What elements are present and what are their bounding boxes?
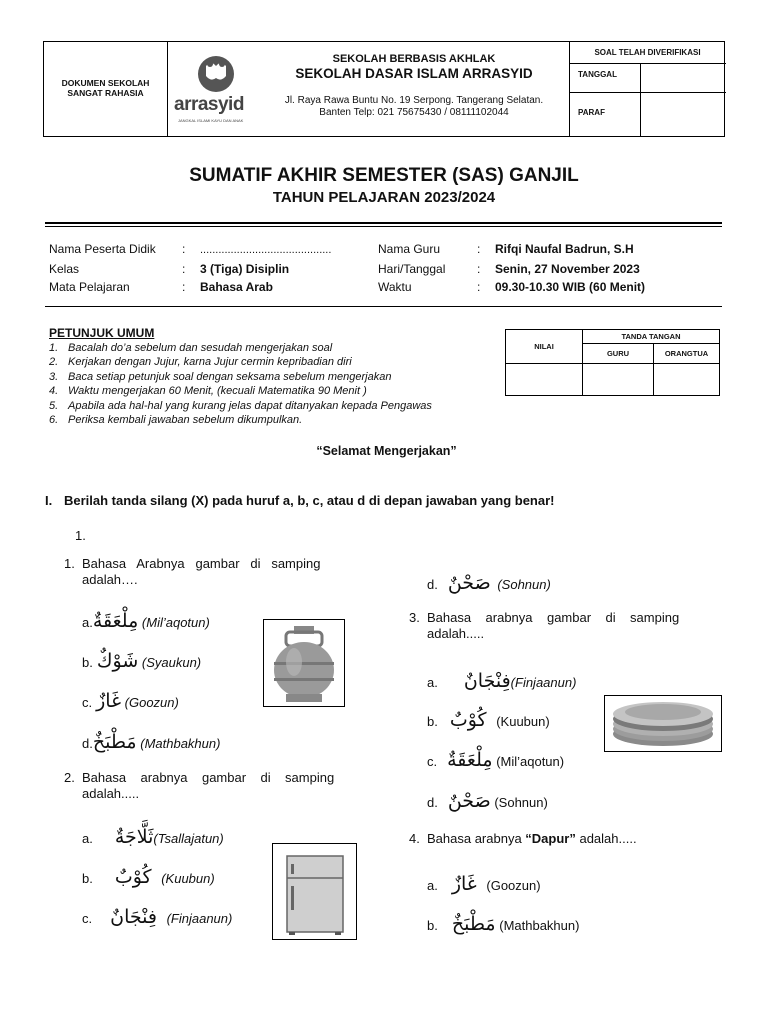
refrigerator-image <box>272 843 357 940</box>
date-label: TANGGAL <box>578 70 617 79</box>
option-latin: (Mil’aqotun) <box>496 754 565 769</box>
refrigerator-icon <box>273 844 356 939</box>
answer-option-a[interactable] <box>427 670 576 692</box>
option-latin: (Sohnun) <box>494 795 548 810</box>
document-header <box>43 41 725 137</box>
info-label-date: Hari/Tanggal <box>378 262 446 276</box>
exam-title: SUMATIF AKHIR SEMESTER (SAS) GANJIL <box>189 165 579 186</box>
answer-option-a[interactable] <box>427 873 541 895</box>
question-text: adalah..... <box>82 786 140 801</box>
gas-cylinder-image <box>263 619 345 707</box>
question-number: 3. <box>409 610 420 625</box>
option-arabic: كُوْبٌ <box>114 866 152 888</box>
option-latin: (Goozun) <box>124 695 179 710</box>
colon: : <box>477 262 481 276</box>
info-label-subject: Mata Pelajaran <box>49 280 130 294</box>
verified-label: SOAL TELAH DIVERIFIKASI <box>594 48 701 57</box>
colon: : <box>182 280 186 294</box>
instruction-item <box>49 399 432 413</box>
option-letter: a. <box>82 615 93 630</box>
plates-icon <box>605 696 721 751</box>
option-letter: b. <box>427 714 438 729</box>
answer-option-c[interactable] <box>427 749 564 771</box>
option-letter: d. <box>427 795 438 810</box>
question-text <box>427 831 637 846</box>
option-arabic: مَطْبَخٌ <box>451 913 496 935</box>
school-tagline: SEKOLAH BERBASIS AKHLAK <box>332 53 496 65</box>
option-arabic: ثَلَّاجَةٌ <box>114 826 154 848</box>
teacher-signature-cell[interactable] <box>583 364 654 396</box>
section-instruction: Berilah tanda silang (X) pada huruf a, b, c, atau d di depan jawaban yang benar! <box>64 493 555 508</box>
option-letter: b. <box>427 918 438 933</box>
info-label-class: Kelas <box>49 262 80 276</box>
question-number: 2. <box>64 770 75 785</box>
option-latin: (Sohnun) <box>497 577 551 592</box>
option-letter: c. <box>427 754 438 769</box>
question-text: Bahasa arabnya gambar di samping <box>82 770 335 785</box>
option-latin: (Finjaanun) <box>166 911 233 926</box>
plates-image <box>604 695 722 752</box>
option-letter: d. <box>82 736 93 751</box>
signature-label: PARAF <box>578 108 605 117</box>
date-value: Senin, 27 November 2023 <box>495 262 640 276</box>
time-value: 09.30-10.30 WIB (60 Menit) <box>495 280 646 294</box>
teacher-signature-label: GURU <box>583 344 654 364</box>
option-latin: (Kuubun) <box>496 714 550 729</box>
answer-option-a[interactable] <box>82 826 224 848</box>
info-label-name: Nama Peserta Didik <box>49 242 156 256</box>
logo-wordmark: arrasyid <box>174 94 244 115</box>
instructions-heading: PETUNJUK UMUM <box>49 326 155 340</box>
instruction-number: 4. <box>49 385 59 398</box>
instruction-text: Baca setiap petunjuk soal dengan seksama sebelum mengerjakan <box>68 370 392 383</box>
answer-option-b[interactable] <box>82 650 201 672</box>
option-latin: (Tsallajatun) <box>153 831 224 846</box>
gas-cylinder-icon <box>264 620 344 706</box>
divider <box>45 226 722 227</box>
option-latin: (Mathbakhun) <box>499 918 580 933</box>
divider <box>45 222 722 224</box>
divider <box>45 306 722 307</box>
answer-option-c[interactable] <box>82 906 232 928</box>
instruction-item <box>49 413 432 427</box>
question-text: adalah..... <box>427 626 485 641</box>
option-arabic: صَحْنٌ <box>447 572 491 594</box>
option-arabic: كُوْبٌ <box>449 709 487 731</box>
option-arabic: مَطْبَخٌ <box>92 731 137 753</box>
option-arabic: شَوْكٌ <box>96 650 139 672</box>
answer-option-a[interactable] <box>82 610 210 632</box>
option-arabic: غَازٌ <box>451 873 477 895</box>
option-arabic: مِلْعَقَةٌ <box>447 749 493 771</box>
instruction-item <box>49 370 432 384</box>
option-letter: b. <box>82 655 93 670</box>
instruction-text: Periksa kembali jawaban sebelum dikumpulkan. <box>68 414 303 427</box>
option-letter: c. <box>82 695 93 710</box>
option-latin: (Kuubun) <box>161 871 215 886</box>
instruction-text: Apabila ada hal-hal yang kurang jelas dapat ditanyakan kepada Pengawas <box>68 399 432 412</box>
instruction-item <box>49 355 432 369</box>
option-arabic: فِنْجَانٌ <box>110 906 157 928</box>
teacher-value: Rifqi Naufal Badrun, S.H <box>495 242 634 256</box>
answer-option-b[interactable] <box>427 709 550 731</box>
question-text-part: adalah..... <box>575 831 637 846</box>
option-letter: a. <box>427 675 438 690</box>
question-text: Bahasa arabnya gambar di samping <box>427 610 680 625</box>
school-name: SEKOLAH DASAR ISLAM ARRASYID <box>295 66 533 81</box>
option-arabic: صَحْنٌ <box>447 790 491 812</box>
option-arabic: مِلْعَقَةٌ <box>92 610 139 632</box>
option-latin: (Finjaanun) <box>510 675 577 690</box>
question-number: 1. <box>64 556 75 571</box>
instruction-text: Bacalah do’a sebelum dan sesudah mengerjakan soal <box>68 342 333 354</box>
logo-tagline: JANGKAL ISLAMI KAYU DAN ANAK <box>178 118 244 123</box>
score-cell[interactable] <box>506 364 583 396</box>
academic-year: TAHUN PELAJARAN 2023/2024 <box>272 189 496 206</box>
option-latin: (Mathbakhun) <box>140 736 221 751</box>
instruction-number: 3. <box>49 370 59 383</box>
instruction-number: 1. <box>49 342 59 354</box>
colon: : <box>182 262 186 276</box>
subject-value: Bahasa Arab <box>200 280 273 294</box>
instruction-text: Kerjakan dengan Jujur, karna Jujur cermin kepribadian diri <box>68 356 352 369</box>
option-latin: (Goozun) <box>486 878 541 893</box>
answer-option-d[interactable] <box>427 572 551 594</box>
section-number: I. <box>45 493 53 508</box>
question-keyword: “Dapur” <box>525 831 576 846</box>
stray-number: 1. <box>75 528 86 543</box>
option-letter: d. <box>427 577 438 592</box>
option-arabic: غَازٌ <box>96 690 122 712</box>
instruction-number: 2. <box>49 356 59 369</box>
info-label-time: Waktu <box>378 280 412 294</box>
answer-option-c[interactable] <box>82 690 179 712</box>
confidential-note: DOKUMEN SEKOLAH SANGAT RAHASIA <box>61 78 150 98</box>
option-letter: a. <box>82 831 93 846</box>
option-latin: (Syaukun) <box>141 655 202 670</box>
parent-signature-cell[interactable] <box>654 364 720 396</box>
colon: : <box>477 280 481 294</box>
option-arabic: فِنْجَانٌ <box>463 670 511 692</box>
answer-option-b[interactable] <box>427 913 579 935</box>
option-letter: c. <box>82 911 93 926</box>
question-number: 4. <box>409 831 420 846</box>
question-text: Bahasa Arabnya gambar di samping <box>82 556 321 571</box>
greeting: “Selamat Mengerjakan” <box>316 444 457 458</box>
instruction-item <box>49 384 432 398</box>
instruction-number: 6. <box>49 414 59 427</box>
answer-option-d[interactable] <box>427 790 548 812</box>
signature-header: TANDA TANGAN <box>583 330 720 344</box>
instruction-text: Waktu mengerjakan 60 Menit, (kecuali Matematika 90 Menit ) <box>68 385 367 398</box>
info-label-teacher: Nama Guru <box>378 242 441 256</box>
colon: : <box>182 242 186 256</box>
option-latin: (Mil’aqotun) <box>141 615 210 630</box>
question-text: adalah…. <box>82 572 138 587</box>
instruction-item <box>49 341 432 355</box>
parent-signature-label: ORANGTUA <box>654 344 720 364</box>
question-text-part: Bahasa arabnya <box>427 831 526 846</box>
option-letter: a. <box>427 878 438 893</box>
answer-option-d[interactable] <box>82 731 220 753</box>
instructions-list <box>49 341 432 427</box>
class-value: 3 (Tiga) Disiplin <box>200 262 290 276</box>
student-name-field[interactable]: ........................................... <box>200 244 332 256</box>
option-letter: b. <box>82 871 93 886</box>
instruction-number: 5. <box>49 399 59 412</box>
answer-option-b[interactable] <box>82 866 215 888</box>
score-signature-table <box>505 329 720 396</box>
score-label: NILAI <box>506 330 583 364</box>
colon: : <box>477 242 481 256</box>
school-address-2: Banten Telp: 021 75675430 / 08111102044 <box>319 107 509 118</box>
school-address-1: Jl. Raya Rawa Buntu No. 19 Serpong. Tangerang Selatan. <box>284 95 544 106</box>
